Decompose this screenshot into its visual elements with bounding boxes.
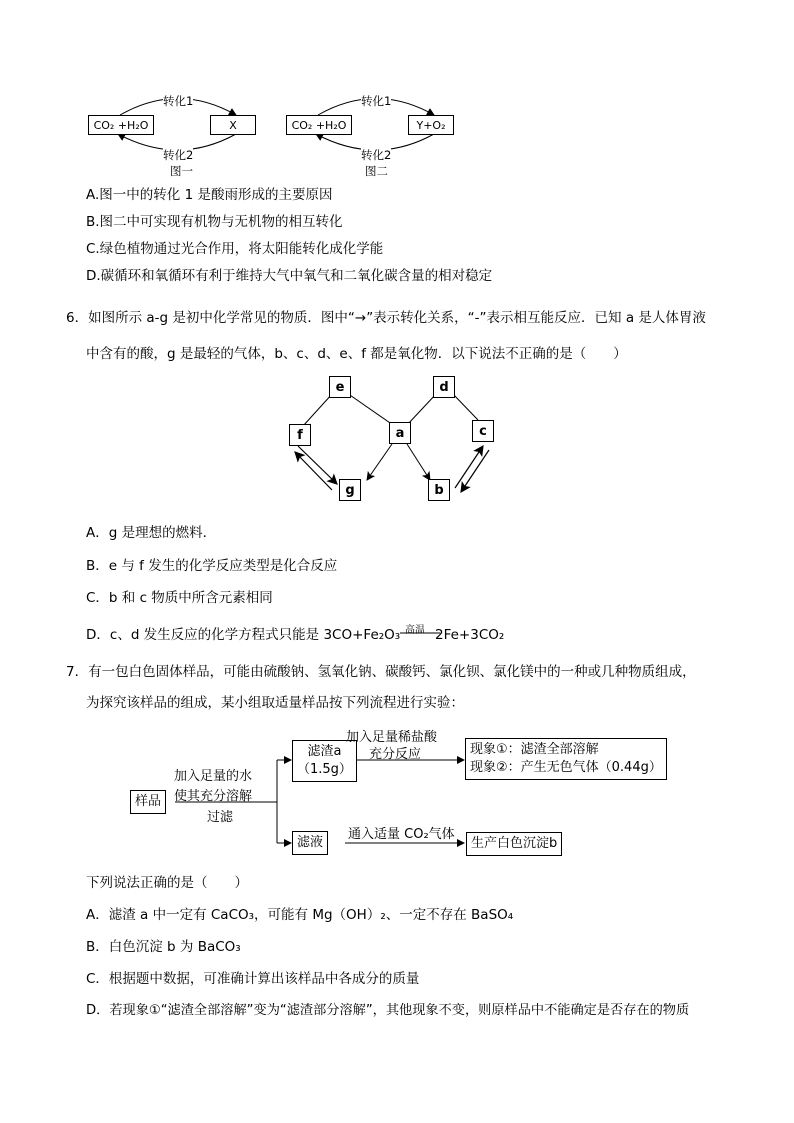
line-d-c <box>452 393 478 420</box>
flow-phenom2: 现象②：产生无色气体（0.44g） <box>470 760 662 775</box>
flow-acid-line2: 充分反应 <box>369 747 422 762</box>
q7-option-d: D．若现象①“滤渣全部溶解”变为“滤渣部分溶解”，其他现象不变，则原样品中不能确定是否存在的物质 <box>86 1003 690 1018</box>
flow-step1-line2: 使其充分溶解 <box>174 789 253 804</box>
fig2-right-box: Y+O₂ <box>408 115 454 135</box>
fig2-left-box: CO₂ +H₂O <box>286 115 352 135</box>
line-a-g <box>367 444 392 480</box>
node-d: d <box>433 376 455 398</box>
line-b-c-1 <box>455 446 483 488</box>
q5-option-b: B.图二中可实现有机物与无机物的相互转化 <box>86 214 343 230</box>
q7-option-c: C．根据题中数据，可准确计算出该样品中各成分的质量 <box>86 971 420 987</box>
q6-option-b: B．e 与 f 发生的化学反应类型是化合反应 <box>86 558 338 574</box>
flow-step1-line3: 过滤 <box>207 810 234 825</box>
flow-precip-box: 生产白色沉淀b <box>466 832 562 856</box>
fig1-right-box: X <box>210 115 256 135</box>
fig1-left-box: CO₂ +H₂O <box>88 115 154 135</box>
q7-option-a: A．滤渣 a 中一定有 CaCO₃，可能有 Mg（OH）₂、一定不存在 BaSO₄ <box>86 907 514 923</box>
q6-option-d-condition: 高温 <box>405 625 425 636</box>
line-e-a <box>347 393 393 425</box>
flow-step1-line1: 加入足量的水 <box>174 769 253 784</box>
q7-ask: 下列说法正确的是（ ） <box>86 875 248 891</box>
q5-option-d: D.碳循环和氧循环有利于维持大气中氧气和二氧化碳含量的相对稳定 <box>86 268 493 284</box>
fig2-bottom-label: 转化2 <box>361 148 392 162</box>
q7-stem-line1: 7．有一包白色固体样品，可能由硫酸钠、氢氧化钠、碳酸钙、氯化钡、氯化镁中的一种或几种物质组成， <box>66 664 696 680</box>
flow-phenom1: 现象①：滤渣全部溶解 <box>470 742 599 757</box>
flow-phenomena-box <box>465 738 667 780</box>
q6-option-d-suffix: 2Fe+3CO₂ <box>435 627 505 643</box>
fig1-bottom-label: 转化2 <box>163 148 194 162</box>
node-g: g <box>339 479 361 501</box>
node-b: b <box>428 479 450 501</box>
fig2-top-label: 转化1 <box>361 94 392 108</box>
q6-option-d-prefix: D．c、d 发生反应的化学方程式只能是 3CO+Fe₂O₃ <box>86 627 401 643</box>
flow-acid-line1: 加入足量稀盐酸 <box>346 730 438 745</box>
node-c: c <box>472 420 494 442</box>
flow-sample-box: 样品 <box>130 790 166 814</box>
line-b-c-2 <box>461 450 489 492</box>
q6-stem-line1: 6．如图所示 a-g 是初中化学常见的物质．图中“→”表示转化关系，“-”表示相互能反应．已知 a 是人体胃液 <box>66 310 706 326</box>
q6-option-c: C．b 和 c 物质中所含元素相同 <box>86 590 273 606</box>
node-e: e <box>329 376 351 398</box>
line-f-g-1 <box>298 446 337 484</box>
flow-residue-line2: （1.5g） <box>297 762 352 777</box>
flow-filtrate-box: 滤液 <box>292 831 328 855</box>
fig1-caption: 图一 <box>170 164 193 178</box>
q5-option-a: A.图一中的转化 1 是酸雨形成的主要原因 <box>86 187 333 203</box>
q7-stem-line2: 为探究该样品的组成，某小组取适量样品按下列流程进行实验： <box>86 695 464 711</box>
flow-residue-line1: 滤渣a <box>307 744 342 759</box>
q5-option-c: C.绿色植物通过光合作用，将太阳能转化成化学能 <box>86 241 384 257</box>
q7-option-b: B．白色沉淀 b 为 BaCO₃ <box>86 939 241 955</box>
flow-co2-label: 通入适量 CO₂气体 <box>348 827 455 842</box>
q6-option-a: A．g 是理想的燃料． <box>86 525 217 541</box>
q6-stem-line2: 中含有的酸，g 是最轻的气体，b、c、d、e、f 都是氧化物．以下说法不正确的是（ ） <box>86 346 627 362</box>
line-a-b <box>407 444 430 480</box>
fig2-caption: 图二 <box>365 164 388 178</box>
node-f: f <box>289 424 311 446</box>
node-a: a <box>389 422 411 444</box>
fig1-top-label: 转化1 <box>163 94 194 108</box>
line-f-g-2 <box>295 452 332 490</box>
flow-residue-box <box>292 740 357 782</box>
